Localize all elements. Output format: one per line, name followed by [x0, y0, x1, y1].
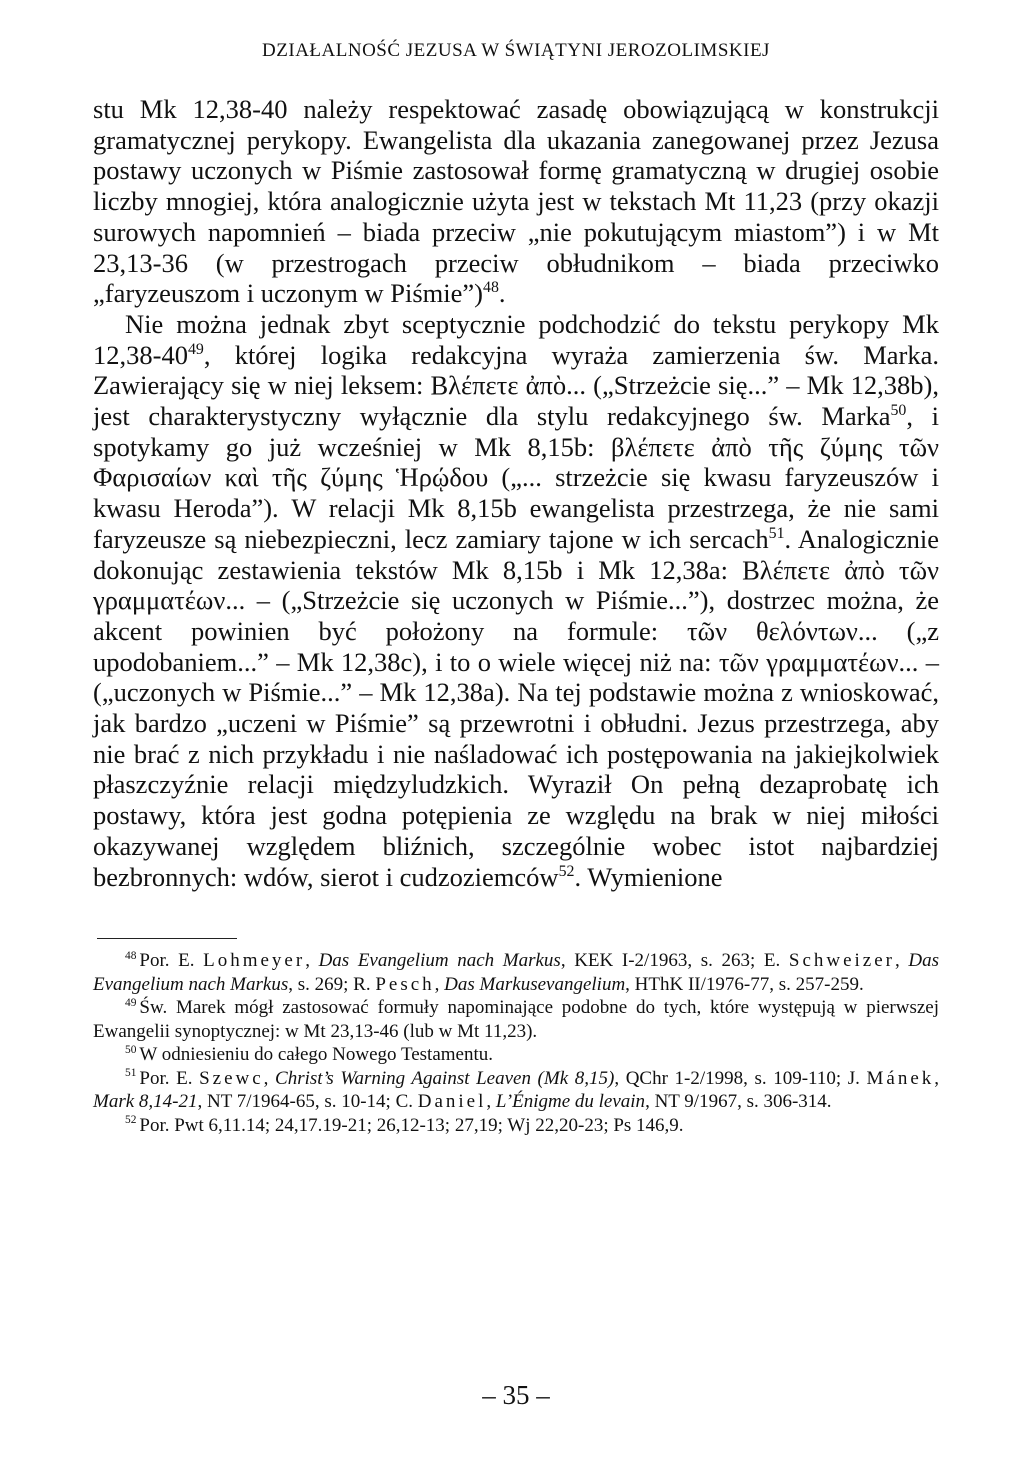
footnote-text: , NT 9/1967, s. 306-314. [645, 1091, 832, 1113]
footnote-text: , HThK II/1976-77, s. 257-259. [625, 973, 864, 995]
footnote-text: Por. E. [139, 1067, 200, 1089]
work-title: Christ’s Warning Against Leaven (Mk 8,15) [275, 1067, 615, 1089]
author-name: Daniel [417, 1091, 487, 1113]
footnote-text: , KEK I-2/1963, s. 263; E. [560, 950, 789, 972]
footnote-text: , [934, 1067, 940, 1089]
paragraph-2 [93, 309, 939, 892]
footnote-48 [93, 949, 939, 996]
footnote-number: 50 [125, 1043, 137, 1056]
paragraph-2-text-e: . Wymienione [574, 861, 723, 892]
footnote-text: Por. Pwt 6,11.14; 24,17.19-21; 26,12-13; 27,19; Wj 22,20-23; Ps 146,9. [139, 1114, 684, 1136]
paragraph-2-text-c: , i spotykamy go już wcześniej w Mk 8,15b: βλέπετε ἀπὸ τῆς ζύμης τῶν Φαρισαίων καὶ τῆς ζύμης Ἡρῴδου („... strzeżcie się kwasu faryzeuszów i kwasu Heroda”). W relacji Mk 8,15b ewangelista przestrzega, że nie sami faryzeusze są niebezpieczni, lecz zamiary tajone w ich sercach [93, 401, 939, 554]
work-title: Mark 8,14-21 [93, 1091, 198, 1113]
footnote-number: 48 [125, 949, 137, 962]
footnote-ref-51[interactable]: 51 [768, 525, 785, 543]
footnotes [93, 949, 939, 1137]
footnote-text: , [305, 950, 319, 972]
paragraph-1 [93, 94, 939, 309]
work-title: Das Evangelium nach Markus [93, 950, 940, 995]
footnote-ref-49[interactable]: 49 [187, 340, 204, 358]
footnote-text: , [434, 973, 445, 995]
footnote-text: , s. 269; R. [288, 973, 376, 995]
author-name: Szewc [199, 1067, 264, 1089]
main-text [93, 94, 939, 892]
footnote-text: W odniesieniu do całego Nowego Testamentu. [139, 1044, 493, 1066]
work-title: L’Énigme du levain [495, 1091, 646, 1113]
author-name: Mánek [866, 1067, 935, 1089]
footnote-ref-50[interactable]: 50 [890, 402, 907, 420]
paragraph-1-end: . [498, 278, 506, 309]
paragraph-2-text-a: Nie można jednak zbyt sceptycznie podchodzić do tekstu perykopy Mk 12,38-40 [93, 308, 939, 370]
work-title: Das Markusevangelium [444, 973, 626, 995]
paragraph-1-text: stu Mk 12,38-40 należy respektować zasadę obowiązującą w konstrukcji gramatycznej perykopy. Ewangelista dla ukazania zanegowanej przez Jezusa postawy uczonych w Piśmie zastosował formę gramatyczną w drugiej osobie liczby mnogiej, która analogicznie użyta jest w tekstach Mt 11,23 (przy okazji surowych napomnień – biada przeciw „nie pokutującym miastom”) i w Mt 23,13-36 (w przestrogach przeciw obłudnikom – biada przeciwko „faryzeuszom i uczonym w Piśmie”) [93, 94, 939, 309]
page [93, 40, 940, 1410]
footnote-50 [93, 1043, 939, 1067]
footnote-divider [97, 938, 237, 939]
running-title: DZIAŁALNOŚĆ JEZUSA W ŚWIĄTYNI JEROZOLIMSKIEJ [262, 40, 770, 61]
footnote-text: Św. Marek mógł zastosować formuły napominające podobne do tych, które występują w pierwszej Ewangelii synoptycznej: w Mt 23,13-46 (lub w Mt 11,23). [93, 997, 939, 1042]
footnote-52 [93, 1114, 939, 1138]
footnote-49 [93, 996, 939, 1043]
work-title: Das Evangelium nach Markus [318, 950, 561, 972]
author-name: Schweizer [788, 950, 896, 972]
footnote-number: 52 [125, 1114, 137, 1127]
footnote-text: Por. E. [139, 950, 204, 972]
footnote-ref-52[interactable]: 52 [558, 862, 575, 880]
footnote-text: , [263, 1067, 276, 1089]
footnote-number: 49 [125, 996, 137, 1009]
footnote-text: , [486, 1091, 496, 1113]
footnote-text: , [895, 950, 909, 972]
author-name: Lohmeyer [203, 950, 306, 972]
page-number: – 35 – [482, 1380, 550, 1410]
author-name: Pesch [375, 973, 435, 995]
footnote-text: , QChr 1-2/1998, s. 109-110; J. [614, 1067, 867, 1089]
footnote-text: , NT 7/1964-65, s. 10-14; C. [197, 1091, 418, 1113]
footnote-51 [93, 1067, 939, 1114]
paragraph-2-text-d: . Analogicznie dokonując zestawienia tekstów Mk 8,15b i Mk 12,38a: Βλέπετε ἀπὸ τῶν γραμματέων... – („Strzeżcie się uczonych w Piśmie...”), dostrzec można, że akcent powinien być położony na formule: τῶν θελόντων... („z upodobaniem...” – Mk 12,38c), i to o wiele więcej niż na: τῶν γραμματέων... – („uczonych w Piśmie...” – Mk 12,38a). Na tej podstawie można z wnioskować, jak bardzo „uczeni w Piśmie” są przewrotni i obłudni. Jezus przestrzega, aby nie brać z nich przykładu i nie naśladować ich postępowania na jakiejkolwiek płaszczyźnie relacji międzyludzkich. Wyraził On pełną dezaprobatę ich postawy, która jest godna potępienia ze względu na brak w niej miłości okazywanej względem bliźnich, szczególnie wobec istot najbardziej bezbronnych: wdów, sierot i cudzoziemców [93, 523, 940, 892]
footnote-number: 51 [125, 1067, 137, 1080]
paragraph-2-text-b: , której logika redakcyjna wyraża zamierzenia św. Marka. Zawierający się w niej leksem: Βλέπετε ἀπὸ... („Strzeżcie się...” – Mk 12,38b), jest charakterystyczny wyłącznie dla stylu redakcyjnego św. Marka [93, 339, 939, 432]
footnote-ref-48[interactable]: 48 [483, 279, 499, 297]
